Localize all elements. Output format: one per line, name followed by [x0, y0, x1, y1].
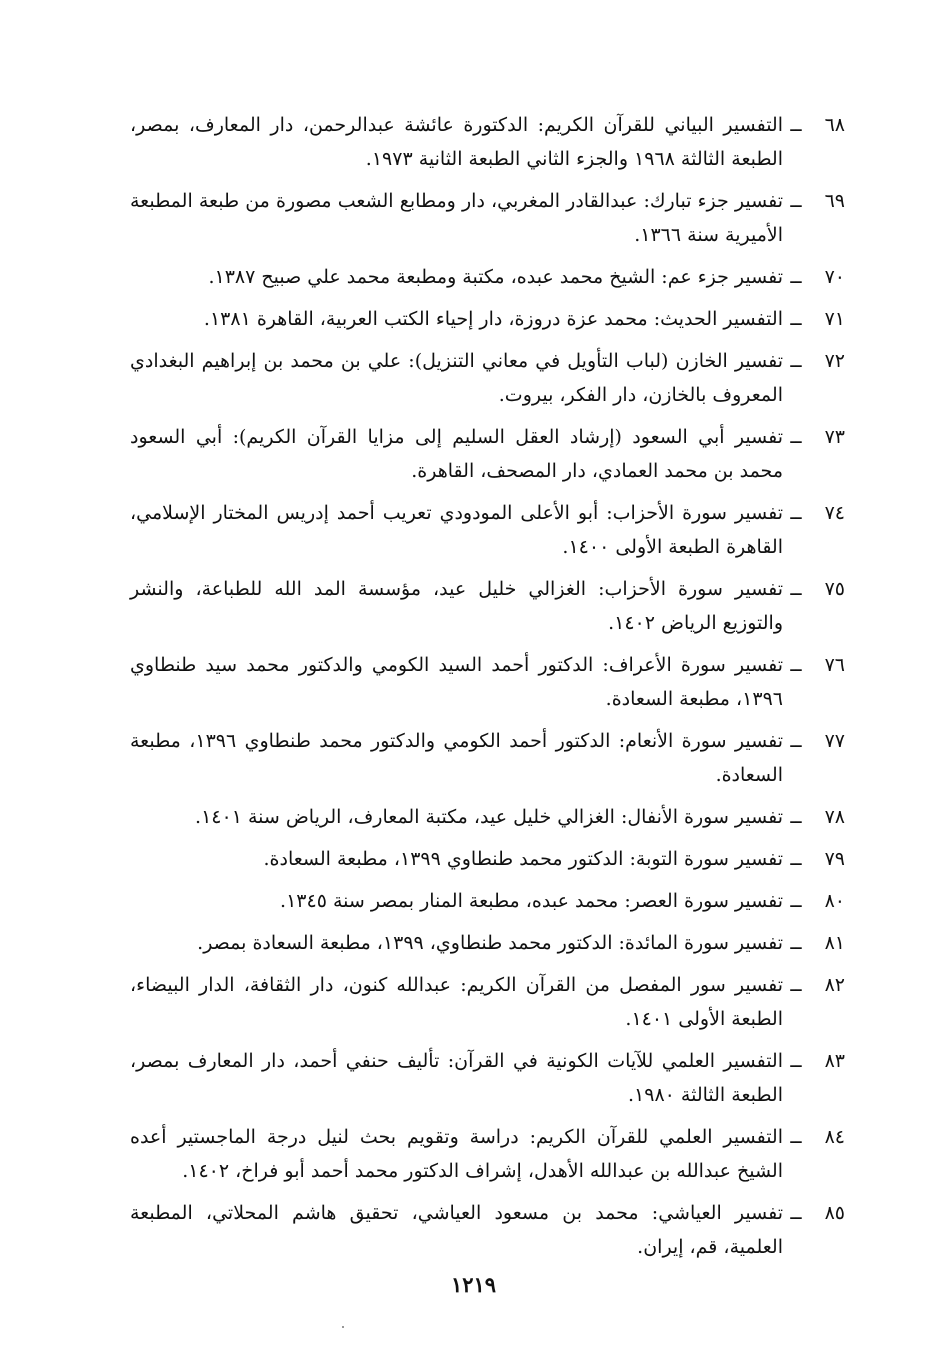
bibliography-entry: [130, 724, 845, 792]
entry-number: ٦٩: [824, 190, 845, 212]
entry-text: تفسير العياشي: محمد بن مسعود العياشي، تحقيق هاشم المحلاتي، المطبعة العلمية، قم، إيران.: [130, 1202, 783, 1258]
bibliography-entry: [130, 1120, 845, 1188]
bibliography-entry: [130, 926, 845, 960]
entry-number: ٨٣: [824, 1050, 845, 1072]
entry-dash: ــ: [790, 1126, 802, 1148]
entry-number: ٧٥: [824, 578, 845, 600]
bibliography-list: [130, 108, 845, 1272]
entry-text: تفسير سورة الأعراف: الدكتور أحمد السيد الكومي والدكتور محمد سيد طنطاوي ١٣٩٦، مطبعة السعادة.: [130, 654, 783, 710]
entry-number: ٨٢: [824, 974, 845, 996]
entry-text: تفسير جزء تبارك: عبدالقادر المغربي، دار ومطابع الشعب مصورة من طبعة المطبعة الأميرية سنة ١٣٦٦.: [130, 190, 783, 246]
bibliography-entry: [130, 842, 845, 876]
entry-number: ٧٧: [824, 730, 845, 752]
entry-dash: ــ: [790, 848, 802, 870]
entry-text: تفسير سورة التوبة: الدكتور محمد طنطاوي ١٣٩٩، مطبعة السعادة.: [263, 848, 783, 870]
entry-text: تفسير الخازن (لباب التأويل في معاني التنزيل): علي بن محمد بن إبراهيم البغدادي المعروف بالخازن، دار الفكر، بيروت.: [130, 350, 783, 406]
bibliography-entry: [130, 420, 845, 488]
entry-text: تفسير سورة العصر: محمد عبده، مطبعة المنار بمصر سنة ١٣٤٥.: [280, 890, 783, 912]
entry-dash: ــ: [790, 578, 802, 600]
entry-number: ٨٤: [824, 1126, 845, 1148]
entry-text: التفسير الحديث: محمد عزة دروزة، دار إحياء الكتب العربية، القاهرة ١٣٨١.: [203, 308, 783, 330]
bibliography-entry: [130, 800, 845, 834]
entry-number: ٧١: [824, 308, 845, 330]
entry-dash: ــ: [790, 350, 802, 372]
entry-dash: ــ: [790, 974, 802, 996]
entry-dash: ــ: [790, 730, 802, 752]
entry-dash: ــ: [790, 932, 802, 954]
entry-number: ٧٠: [824, 266, 845, 288]
entry-number: ٧٢: [824, 350, 845, 372]
page-number: ١٢١٩: [450, 1272, 497, 1297]
entry-dash: ــ: [790, 1202, 802, 1224]
bibliography-entry: [130, 108, 845, 176]
entry-dash: ــ: [790, 190, 802, 212]
entry-dash: ــ: [790, 502, 802, 524]
entry-dash: ــ: [790, 266, 802, 288]
entry-text: تفسير سورة المائدة: الدكتور محمد طنطاوي، ١٣٩٩، مطبعة السعادة بمصر.: [197, 932, 783, 954]
entry-dash: ــ: [790, 426, 802, 448]
bibliography-entry: [130, 572, 845, 640]
entry-dash: ــ: [790, 890, 802, 912]
entry-text: التفسير العلمي للآيات الكونية في القرآن: تأليف حنفي أحمد، دار المعارف بمصر، الطبعة الثالثة ١٩٨٠.: [130, 1050, 783, 1106]
entry-number: ٧٤: [824, 502, 845, 524]
bibliography-entry: [130, 260, 845, 294]
entry-text: تفسير سورة الأنعام: الدكتور أحمد الكومي والدكتور محمد طنطاوي ١٣٩٦، مطبعة السعادة.: [130, 730, 783, 786]
entry-number: ٧٩: [824, 848, 845, 870]
entry-number: ٦٨: [824, 114, 845, 136]
bibliography-entry: [130, 884, 845, 918]
entry-text: تفسير جزء عم: الشيخ محمد عبده، مكتبة ومطبعة محمد علي صبيح ١٣٨٧.: [208, 266, 783, 288]
entry-number: ٧٣: [824, 426, 845, 448]
entry-dash: ــ: [790, 806, 802, 828]
entry-text: تفسير سور المفصل من القرآن الكريم: عبدالله كنون، دار الثقافة، الدار البيضاء، الطبعة الأولى ١٤٠١.: [130, 974, 783, 1030]
entry-text: تفسير سورة الأحزاب: الغزالي خليل عيد، مؤسسة المد الله للطباعة، والنشر والتوزيع الرياض ١٤٠٢.: [130, 578, 783, 634]
entry-number: ٨١: [824, 932, 845, 954]
bibliography-entry: [130, 1196, 845, 1264]
bibliography-entry: [130, 184, 845, 252]
bibliography-entry: [130, 302, 845, 336]
bibliography-entry: [130, 1044, 845, 1112]
entry-number: ٨٠: [824, 890, 845, 912]
bibliography-entry: [130, 648, 845, 716]
entry-dash: ــ: [790, 1050, 802, 1072]
bibliography-entry: [130, 344, 845, 412]
entry-text: تفسير سورة الأنفال: الغزالي خليل عيد، مكتبة المعارف، الرياض سنة ١٤٠١.: [195, 806, 783, 828]
entry-number: ٧٦: [824, 654, 845, 676]
entry-dash: ــ: [790, 308, 802, 330]
entry-text: التفسير البياني للقرآن الكريم: الدكتورة عائشة عبدالرحمن، دار المعارف، بمصر، الطبعة الثالثة ١٩٦٨ والجزء الثاني الطبعة الثانية ١٩٧٣.: [130, 114, 783, 170]
entry-number: ٧٨: [824, 806, 845, 828]
scan-speck: [342, 1326, 344, 1328]
entry-text: التفسير العلمي للقرآن الكريم: دراسة وتقويم بحث لنيل درجة الماجستير أعده الشيخ عبدالله بن عبدالله الأهدل، إشراف الدكتور محمد أحمد أبو فراخ، ١٤٠٢.: [130, 1126, 783, 1182]
entry-number: ٨٥: [824, 1202, 845, 1224]
entry-text: تفسير أبي السعود (إرشاد العقل السليم إلى مزايا القرآن الكريم): أبي السعود محمد بن محمد العمادي، دار المصحف، القاهرة.: [130, 426, 783, 482]
entry-text: تفسير سورة الأحزاب: أبو الأعلى المودودي تعريب أحمد إدريس المختار الإسلامي، القاهرة الطبعة الأولى ١٤٠٠.: [130, 502, 783, 558]
entry-dash: ــ: [790, 654, 802, 676]
bibliography-entry: [130, 496, 845, 564]
entry-dash: ــ: [790, 114, 802, 136]
bibliography-entry: [130, 968, 845, 1036]
